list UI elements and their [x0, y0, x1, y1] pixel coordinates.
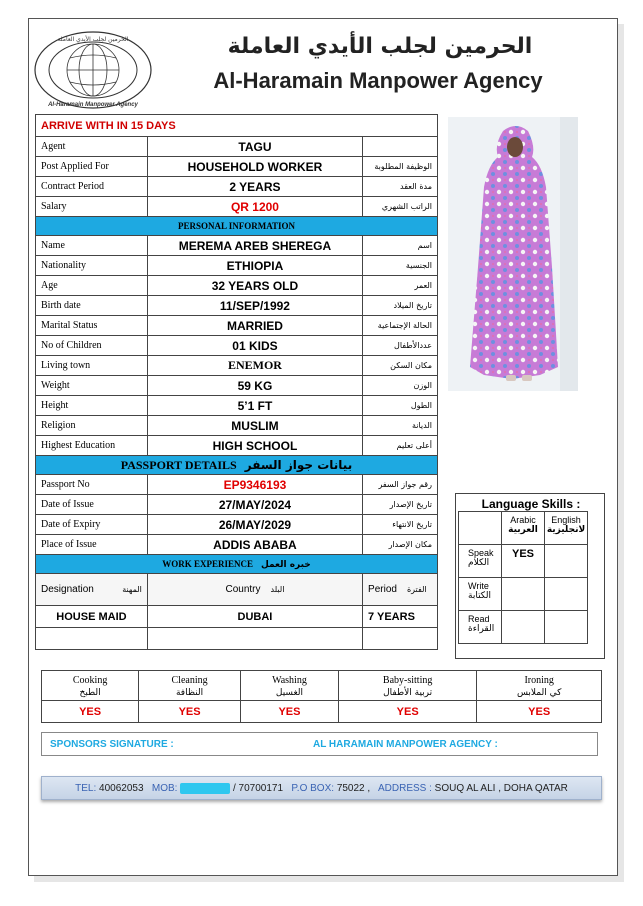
lang-head-english — [545, 512, 588, 545]
detail-label: Place of Issue — [36, 535, 148, 555]
section-header — [36, 456, 438, 475]
detail-value: HOUSEHOLD WORKER — [147, 157, 362, 177]
section-header — [36, 555, 438, 574]
detail-row — [36, 276, 438, 296]
detail-value: MUSLIM — [147, 416, 362, 436]
detail-label-ar: الطول — [363, 396, 438, 416]
work-header-label: Country — [225, 584, 261, 595]
skill-label-ar: تربية الأطفال — [383, 688, 433, 698]
skill-label-ar: الغسيل — [275, 688, 304, 698]
section-title-ar: خبره العمل — [260, 559, 311, 570]
detail-label-ar — [363, 137, 438, 157]
logo-arabic-text: الحرمين لجلب الأيدي العاملة — [57, 36, 129, 43]
section-row — [36, 217, 438, 236]
section-title: PERSONAL INFORMATION — [177, 221, 296, 231]
skill-label: Cooking — [72, 675, 108, 686]
detail-value: ADDIS ABABA — [147, 535, 362, 555]
page-shadow-right — [618, 24, 624, 882]
mob-redaction — [180, 783, 230, 794]
work-header-inner — [368, 584, 432, 595]
detail-label: No of Children — [36, 336, 148, 356]
skill-value: YES — [139, 701, 241, 723]
detail-label-ar: تاريخ الإصدار — [363, 495, 438, 515]
detail-row — [36, 256, 438, 276]
detail-label: Marital Status — [36, 316, 148, 336]
detail-row — [36, 157, 438, 177]
section-header — [36, 217, 438, 236]
detail-value: 5’1 FT — [147, 396, 362, 416]
lang-read-english-value — [545, 611, 588, 644]
detail-value: 11/SEP/1992 — [147, 296, 362, 316]
skills-table — [41, 670, 602, 723]
work-header-label: Designation — [41, 584, 94, 595]
work-header-inner — [153, 584, 357, 595]
skill-value: YES — [42, 701, 139, 723]
work-header-designation — [36, 574, 148, 606]
work-period: 7 YEARS — [363, 606, 438, 628]
skill-header — [240, 671, 338, 701]
skill-label-ar: كي الملابس — [516, 688, 562, 698]
contact-footer — [41, 776, 602, 800]
detail-value: 59 KG — [147, 376, 362, 396]
lang-english-label-ar: لانجليزية — [546, 525, 586, 535]
detail-value: EP9346193 — [147, 475, 362, 495]
arrive-notice: ARRIVE WITH IN 15 DAYS — [36, 115, 438, 137]
work-header-inner — [41, 584, 142, 595]
lang-speak-arabic-value: YES — [502, 545, 545, 578]
lang-arabic-label: Arabic — [510, 515, 536, 525]
lang-speak-label: Speak — [468, 548, 494, 558]
detail-value: QR 1200 — [147, 197, 362, 217]
skill-header — [477, 671, 602, 701]
language-table — [458, 511, 588, 644]
work-country: DUBAI — [147, 606, 362, 628]
work-empty-cell — [363, 628, 438, 650]
detail-value: MEREMA AREB SHEREGA — [147, 236, 362, 256]
detail-label: Living town — [36, 356, 148, 376]
detail-row — [36, 535, 438, 555]
detail-label: Height — [36, 396, 148, 416]
skill-label: Ironing — [524, 675, 554, 686]
work-header-label-ar: الفترة — [406, 585, 427, 594]
detail-value: 27/MAY/2024 — [147, 495, 362, 515]
detail-label: Birth date — [36, 296, 148, 316]
lang-head-arabic — [502, 512, 545, 545]
detail-label: Highest Education — [36, 436, 148, 456]
skill-header — [139, 671, 241, 701]
language-skills-title: Language Skills : — [481, 497, 581, 511]
detail-label: Religion — [36, 416, 148, 436]
agency-signature-label: AL HARAMAIN MANPOWER AGENCY : — [313, 739, 498, 750]
section-title: PASSPORT DETAILS — [120, 457, 237, 472]
detail-label-ar: أعلى تعليم — [363, 436, 438, 456]
detail-value: HIGH SCHOOL — [147, 436, 362, 456]
detail-row — [36, 316, 438, 336]
detail-label: Nationality — [36, 256, 148, 276]
work-empty-cell — [36, 628, 148, 650]
detail-label: Passport No — [36, 475, 148, 495]
agency-logo — [33, 30, 153, 110]
work-header-label-ar: البلد — [270, 585, 285, 594]
skill-label: Cleaning — [171, 675, 208, 686]
detail-row — [36, 336, 438, 356]
detail-value: MARRIED — [147, 316, 362, 336]
work-designation: HOUSE MAID — [36, 606, 148, 628]
mob-value: / 70700171 — [233, 783, 284, 794]
pobox-value: 75022 , — [336, 783, 371, 794]
detail-row — [36, 137, 438, 157]
detail-label-ar: مدة العقد — [363, 177, 438, 197]
detail-label: Contract Period — [36, 177, 148, 197]
lang-write-arabic-value — [502, 578, 545, 611]
logo-english-text: Al-Haramain Manpower Agency — [48, 102, 138, 108]
skill-header — [338, 671, 476, 701]
detail-value: 32 YEARS OLD — [147, 276, 362, 296]
detail-label: Weight — [36, 376, 148, 396]
detail-row — [36, 236, 438, 256]
section-title-ar: بيانات جواز السفر — [244, 457, 353, 472]
work-row-empty — [36, 628, 438, 650]
detail-label: Post Applied For — [36, 157, 148, 177]
detail-row — [36, 475, 438, 495]
header-english: Al-Haramain Manpower Agency — [213, 68, 543, 93]
skill-value: YES — [338, 701, 476, 723]
address-label: ADDRESS : — [377, 783, 432, 794]
lang-write-english-value — [545, 578, 588, 611]
detail-row — [36, 495, 438, 515]
detail-label-ar: الوزن — [363, 376, 438, 396]
address-value: SOUQ AL ALI , DOHA QATAR — [434, 783, 568, 794]
work-row — [36, 606, 438, 628]
detail-label-ar: الراتب الشهري — [363, 197, 438, 217]
detail-row — [36, 396, 438, 416]
detail-label: Salary — [36, 197, 148, 217]
detail-label-ar: الديانة — [363, 416, 438, 436]
page-shadow-bottom — [34, 876, 624, 882]
detail-value: 2 YEARS — [147, 177, 362, 197]
detail-label-ar: مكان السكن — [363, 356, 438, 376]
work-header-country — [147, 574, 362, 606]
detail-label-ar: الجنسية — [363, 256, 438, 276]
detail-value: 26/MAY/2029 — [147, 515, 362, 535]
detail-row — [36, 177, 438, 197]
lang-read-label: Read — [468, 614, 490, 624]
candidate-photo — [448, 117, 578, 391]
detail-label-ar: تاريخ الميلاد — [363, 296, 438, 316]
lang-read-arabic-value — [502, 611, 545, 644]
mob-label: MOB: — [151, 783, 178, 794]
arrive-row — [36, 115, 438, 137]
detail-label-ar: العمر — [363, 276, 438, 296]
lang-corner — [459, 512, 502, 545]
section-title: WORK EXPERIENCE — [162, 558, 253, 569]
detail-label: Name — [36, 236, 148, 256]
detail-label-ar: الوظيفة المطلوبة — [363, 157, 438, 177]
section-row — [36, 456, 438, 475]
work-header-label: Period — [368, 584, 397, 595]
detail-row — [36, 197, 438, 217]
skill-value: YES — [477, 701, 602, 723]
section-row — [36, 555, 438, 574]
lang-arabic-label-ar: العربية — [508, 525, 538, 535]
skill-label: Washing — [272, 675, 307, 686]
skill-label-ar: الطبخ — [79, 688, 101, 698]
lang-row-speak — [459, 545, 502, 578]
work-header-period — [363, 574, 438, 606]
detail-label-ar: رقم جواز السفر — [363, 475, 438, 495]
skill-label-ar: النظافة — [175, 688, 204, 698]
lang-speak-english-value — [545, 545, 588, 578]
detail-label: Agent — [36, 137, 148, 157]
detail-label: Age — [36, 276, 148, 296]
detail-label-ar: تاريخ الانتهاء — [363, 515, 438, 535]
skill-label: Baby-sitting — [382, 675, 433, 686]
lang-speak-label-ar: الكلام — [468, 558, 490, 568]
header-arabic: الحرمين لجلب الأيدي العاملة — [227, 34, 533, 59]
detail-label-ar: مكان الإصدار — [363, 535, 438, 555]
skill-header — [42, 671, 139, 701]
lang-row-write — [459, 578, 502, 611]
skill-value: YES — [240, 701, 338, 723]
detail-row — [36, 376, 438, 396]
signature-bar — [41, 732, 598, 756]
detail-value: 01 KIDS — [147, 336, 362, 356]
detail-label: Date of Expiry — [36, 515, 148, 535]
detail-label-ar: اسم — [363, 236, 438, 256]
detail-label: Date of Issue — [36, 495, 148, 515]
sponsor-signature-label: SPONSORS SIGNATURE : — [50, 739, 174, 750]
detail-row — [36, 436, 438, 456]
detail-value: ENEMOR — [147, 356, 362, 376]
work-empty-cell — [147, 628, 362, 650]
lang-english-label: English — [551, 515, 581, 525]
detail-value: TAGU — [147, 137, 362, 157]
work-header-row — [36, 574, 438, 606]
detail-label-ar: الحالة الإجتماعية — [363, 316, 438, 336]
detail-row — [36, 515, 438, 535]
detail-value: ETHIOPIA — [147, 256, 362, 276]
pobox-label: P.O BOX: — [291, 783, 335, 794]
details-table — [35, 114, 438, 650]
work-header-label-ar: المهنة — [122, 585, 142, 594]
detail-row — [36, 416, 438, 436]
lang-write-label: Write — [468, 581, 489, 591]
lang-read-label-ar: القراءة — [468, 624, 495, 634]
tel-label: TEL: — [75, 783, 97, 794]
detail-label-ar: عددالأطفال — [363, 336, 438, 356]
tel-value: 40062053 — [99, 783, 144, 794]
detail-row — [36, 356, 438, 376]
lang-row-read — [459, 611, 502, 644]
lang-write-label-ar: الكتابة — [468, 591, 492, 601]
detail-row — [36, 296, 438, 316]
